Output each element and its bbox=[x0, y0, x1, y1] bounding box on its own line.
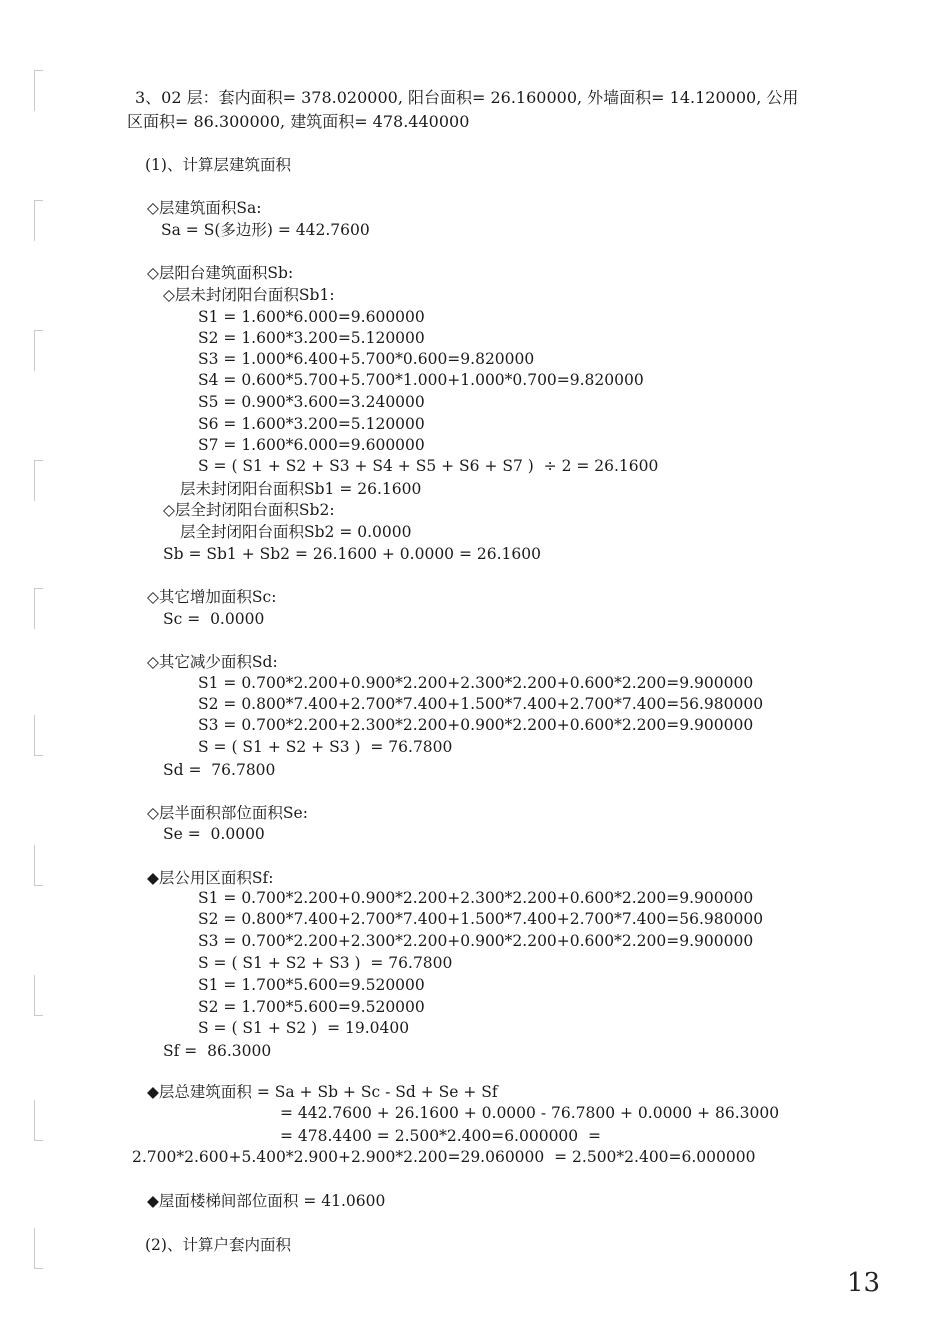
binder-mark bbox=[34, 70, 43, 111]
sa-formula: Sa = S(多边形) = 442.7600 bbox=[161, 221, 370, 239]
total-line-4: 2.700*2.600+5.400*2.900+2.900*2.200=29.060000 = 2.500*2.400=6.000000 bbox=[132, 1148, 756, 1166]
sf-title: ◆层公用区面积Sf: bbox=[147, 869, 274, 887]
binder-mark bbox=[34, 588, 43, 629]
header-line-2: 区面积= 86.300000, 建筑面积= 478.440000 bbox=[127, 112, 470, 131]
sb1-result: 层未封闭阳台面积Sb1 = 26.1600 bbox=[180, 480, 422, 498]
sd-sum: S = ( S1 + S2 + S3 ) = 76.7800 bbox=[198, 738, 453, 756]
sd-line: S1 = 0.700*2.200+0.900*2.200+2.300*2.200+0.600*2.200=9.900000 bbox=[198, 674, 754, 692]
sb1-line: S7 = 1.600*6.000=9.600000 bbox=[198, 436, 425, 454]
header-line-1: 3、02 层：套内面积= 378.020000, 阳台面积= 26.160000, 外墙面积= 14.120000, 公用 bbox=[135, 88, 799, 107]
sb1-line: S4 = 0.600*5.700+5.700*1.000+1.000*0.700=9.820000 bbox=[198, 371, 644, 389]
sf-line: S1 = 1.700*5.600=9.520000 bbox=[198, 976, 425, 994]
sd-line: S3 = 0.700*2.200+2.300*2.200+0.900*2.200+0.600*2.200=9.900000 bbox=[198, 716, 754, 734]
sf-sum: S = ( S1 + S2 ) = 19.0400 bbox=[198, 1019, 410, 1037]
binder-mark bbox=[34, 1100, 43, 1141]
sd-title: ◇其它减少面积Sd: bbox=[147, 653, 278, 671]
sb-title: ◇层阳台建筑面积Sb: bbox=[147, 264, 294, 282]
roof-stair-area: ◆屋面楼梯间部位面积 = 41.0600 bbox=[147, 1192, 386, 1210]
binder-mark bbox=[34, 1228, 43, 1269]
sf-line: S1 = 0.700*2.200+0.900*2.200+2.300*2.200+0.600*2.200=9.900000 bbox=[198, 889, 754, 907]
binder-mark bbox=[34, 845, 43, 886]
se-title: ◇层半面积部位面积Se: bbox=[147, 804, 308, 822]
sb1-sum: S = ( S1 + S2 + S3 + S4 + S5 + S6 + S7 ) ÷ 2 = 26.1600 bbox=[198, 457, 659, 475]
sd-result: Sd = 76.7800 bbox=[163, 761, 276, 779]
sb-result: Sb = Sb1 + Sb2 = 26.1600 + 0.0000 = 26.1600 bbox=[163, 545, 541, 563]
binder-mark bbox=[34, 460, 43, 501]
section-2-title: (2)、计算户套内面积 bbox=[145, 1236, 291, 1254]
binder-mark bbox=[34, 975, 43, 1016]
binder-mark bbox=[34, 330, 43, 371]
sf-line: S2 = 1.700*5.600=9.520000 bbox=[198, 998, 425, 1016]
sf-line: S2 = 0.800*7.400+2.700*7.400+1.500*7.400+2.700*7.400=56.980000 bbox=[198, 910, 764, 928]
sc-result: Sc = 0.0000 bbox=[163, 610, 265, 628]
sb1-line: S1 = 1.600*6.000=9.600000 bbox=[198, 308, 425, 326]
binder-mark bbox=[34, 200, 43, 241]
sf-line: S3 = 0.700*2.200+2.300*2.200+0.900*2.200+0.600*2.200=9.900000 bbox=[198, 932, 754, 950]
total-line-1: ◆层总建筑面积 = Sa + Sb + Sc - Sd + Se + Sf bbox=[147, 1083, 498, 1101]
sb1-title: ◇层未封闭阳台面积Sb1: bbox=[163, 286, 335, 304]
se-result: Se = 0.0000 bbox=[163, 825, 265, 843]
sb1-line: S3 = 1.000*6.400+5.700*0.600=9.820000 bbox=[198, 350, 535, 368]
sd-line: S2 = 0.800*7.400+2.700*7.400+1.500*7.400+2.700*7.400=56.980000 bbox=[198, 695, 764, 713]
sa-title: ◇层建筑面积Sa: bbox=[147, 199, 262, 217]
page-number: 13 bbox=[847, 1268, 881, 1298]
sb1-line: S6 = 1.600*3.200=5.120000 bbox=[198, 415, 425, 433]
binder-mark bbox=[34, 715, 43, 756]
sf-sum: S = ( S1 + S2 + S3 ) = 76.7800 bbox=[198, 954, 453, 972]
sf-result: Sf = 86.3000 bbox=[163, 1042, 272, 1060]
total-line-3: = 478.4400 = 2.500*2.400=6.000000 = bbox=[280, 1127, 601, 1145]
sc-title: ◇其它增加面积Sc: bbox=[147, 588, 277, 606]
sb1-line: S5 = 0.900*3.600=3.240000 bbox=[198, 393, 425, 411]
total-line-2: = 442.7600 + 26.1600 + 0.0000 - 76.7800 + 0.0000 + 86.3000 bbox=[280, 1104, 780, 1122]
sb2-result: 层全封闭阳台面积Sb2 = 0.0000 bbox=[180, 523, 412, 541]
sb2-title: ◇层全封闭阳台面积Sb2: bbox=[163, 501, 335, 519]
section-1-title: (1)、计算层建筑面积 bbox=[145, 156, 291, 174]
sb1-line: S2 = 1.600*3.200=5.120000 bbox=[198, 329, 425, 347]
